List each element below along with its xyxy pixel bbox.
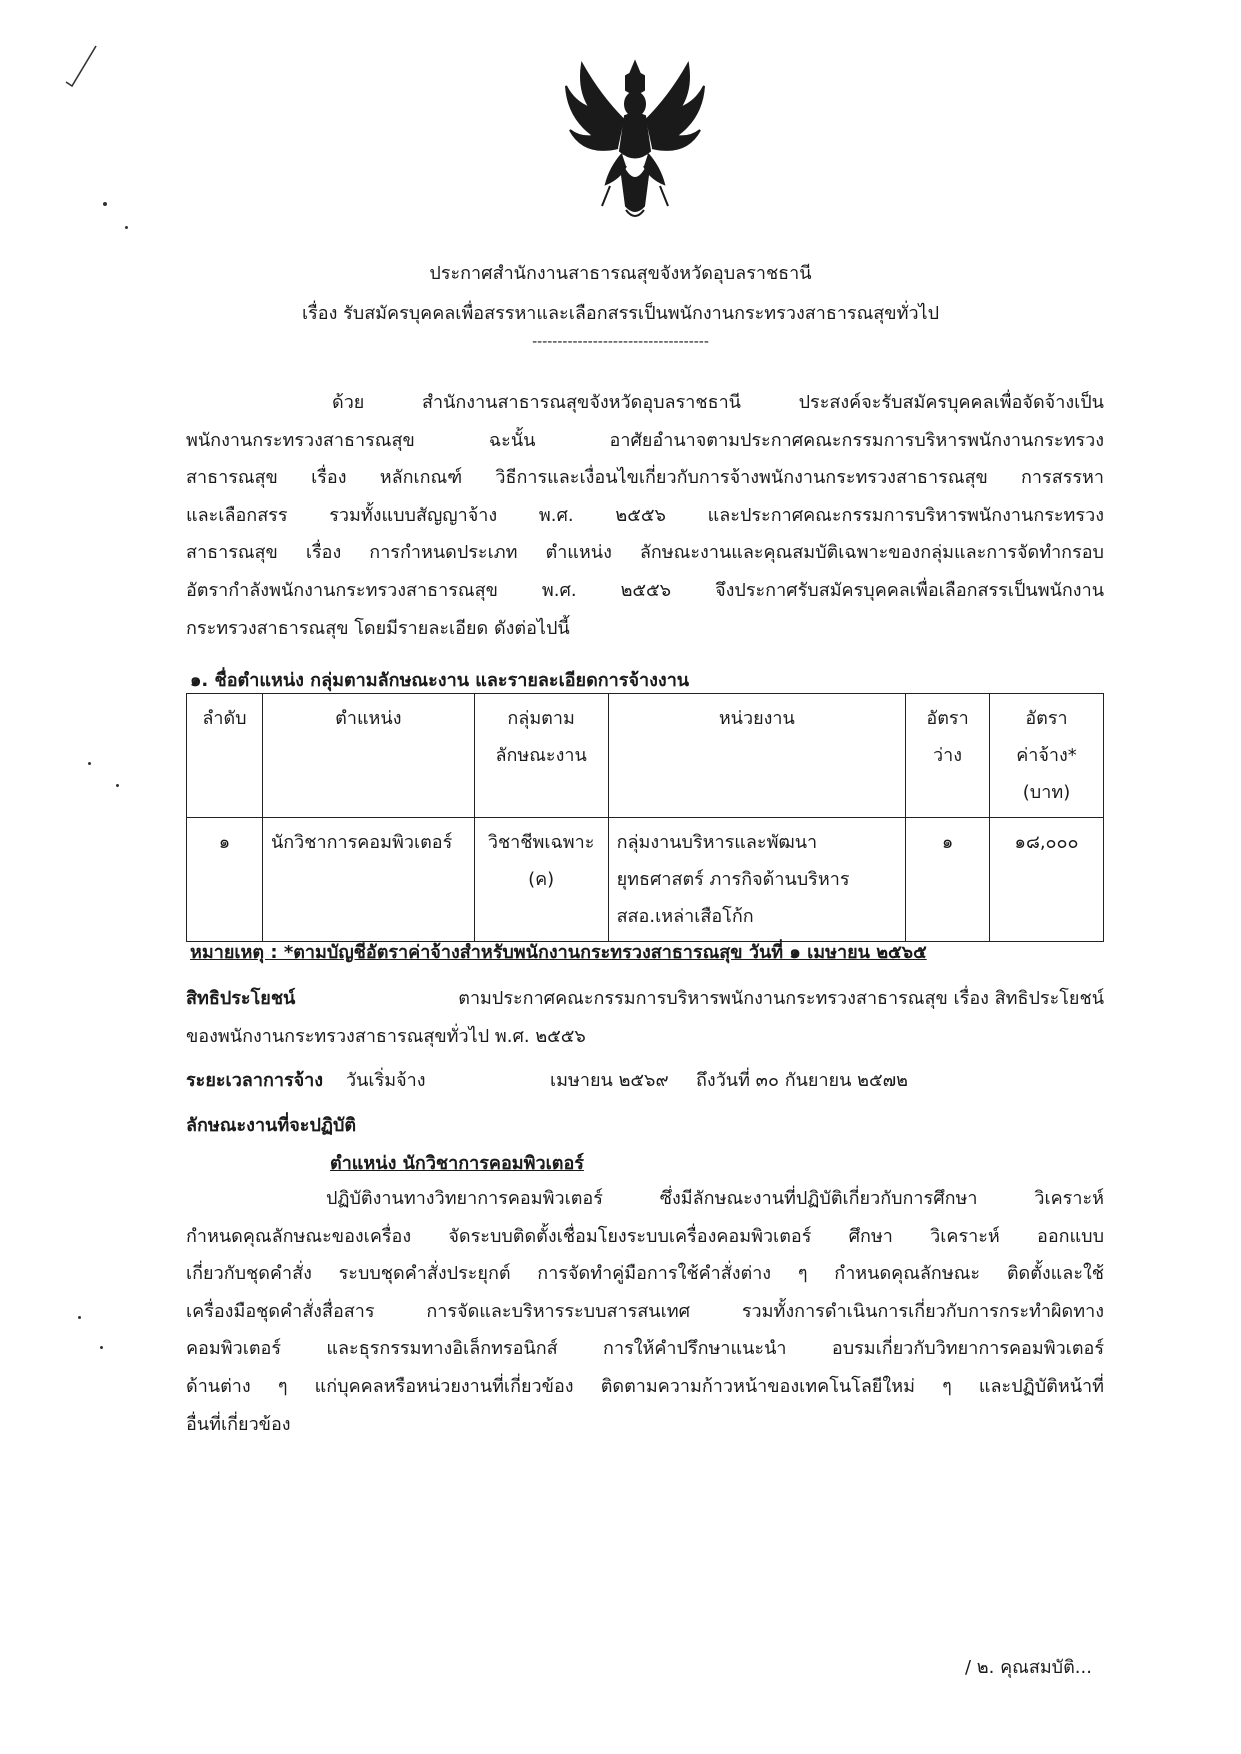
intro-line: พนักงานกระทรวงสาธารณสุข ฉะนั้น อาศัยอำนาจตามประกาศคณะกรรมการบริหารพนักงานกระทรวง	[186, 429, 1104, 451]
intro-line: สาธารณสุข เรื่อง หลักเกณฑ์ วิธีการและเงื่อนไขเกี่ยวกับการจ้างพนักงานกระทรวงสาธารณสุข การสรรหา	[186, 467, 1104, 489]
cell-wage: ๑๘,๐๐๐	[990, 818, 1104, 942]
cell-group: วิชาชีพเฉพาะ (ค)	[474, 818, 608, 942]
col-header-position: ตำแหน่ง	[262, 694, 474, 818]
duties-line: เครื่องมือชุดคำสั่งสื่อสาร การจัดและบริหารระบบสารสนเทศ รวมทั้งการดำเนินการเกี่ยวกับการกระทำผิดทาง	[186, 1300, 1104, 1322]
duties-position-title: ตำแหน่ง นักวิชาการคอมพิวเตอร์	[330, 1153, 584, 1174]
duties-line: ด้านต่าง ๆ แก่บุคคลหรือหน่วยงานที่เกี่ยวข้อง ติดตามความก้าวหน้าของเทคโนโลยีใหม่ ๆ และปฏิบัติหน้าที่	[186, 1375, 1104, 1397]
duties-paragraph	[186, 1180, 1104, 1443]
garuda-emblem-icon	[560, 56, 710, 226]
employment-period	[186, 1065, 1104, 1094]
wage-note: หมายเหตุ : *ตามบัญชีอัตราค่าจ้างสำหรับพนักงานกระทรวงสาธารณสุข วันที่ ๑ เมษายน ๒๕๖๕	[190, 942, 927, 963]
duties-line: ปฏิบัติงานทางวิทยาการคอมพิวเตอร์ ซึ่งมีลักษณะงานที่ปฏิบัติเกี่ยวกับการศึกษา วิเคราะห์	[326, 1188, 1104, 1209]
table-header-row	[187, 694, 1104, 818]
announcement-subject: เรื่อง รับสมัครบุคคลเพื่อสรรหาและเลือกสรรเป็นพนักงานกระทรวงสาธารณสุขทั่วไป	[301, 303, 940, 324]
scan-speck-icon	[100, 1346, 103, 1349]
duties-line: เกี่ยวกับชุดคำสั่ง ระบบชุดคำสั่งประยุกต์ การจัดทำคู่มือการใช้คำสั่งต่าง ๆ กำหนดคุณลักษณะ ติดตั้งและใช้	[186, 1263, 1104, 1285]
pen-check-mark-icon	[60, 42, 100, 92]
col-header-no: ลำดับ	[187, 694, 263, 818]
duties-line: คอมพิวเตอร์ และธุรกรรมทางอิเล็กทรอนิกส์ การให้คำปรึกษาแนะนำ อบรมเกี่ยวกับวิทยาการคอมพิวเตอร์	[186, 1338, 1104, 1360]
intro-line: อัตรากำลังพนักงานกระทรวงสาธารณสุข พ.ศ. ๒๕๕๖ จึงประกาศรับสมัครบุคคลเพื่อเลือกสรรเป็นพนักงาน	[186, 579, 1104, 601]
period-end: ถึงวันที่ ๓๐ กันยายน ๒๕๗๒	[696, 1070, 909, 1091]
table-row	[187, 818, 1104, 942]
scan-speck-icon	[116, 784, 119, 787]
col-header-vacancy: อัตรา ว่าง	[906, 694, 990, 818]
cell-position: นักวิชาการคอมพิวเตอร์	[262, 818, 474, 942]
period-start: เมษายน ๒๕๖๙	[550, 1070, 669, 1091]
announcement-title: ประกาศสำนักงานสาธารณสุขจังหวัดอุบลราชธานี	[429, 263, 812, 284]
period-label: ระยะเวลาการจ้าง	[186, 1070, 324, 1091]
col-header-wage: อัตรา ค่าจ้าง* (บาท)	[990, 694, 1104, 818]
cell-no: ๑	[187, 818, 263, 942]
next-page-marker: / ๒. คุณสมบัติ...	[965, 1657, 1092, 1678]
benefits-label: สิทธิประโยชน์	[186, 988, 296, 1009]
benefits-text-cont: ของพนักงานกระทรวงสาธารณสุขทั่วไป พ.ศ. ๒๕๕๖	[186, 1026, 586, 1047]
header-divider: -----------------------------------	[532, 334, 709, 350]
col-header-unit: หน่วยงาน	[608, 694, 906, 818]
cell-unit: กลุ่มงานบริหารและพัฒนา ยุทธศาสตร์ ภารกิจด้านบริหาร สสอ.เหล่าเสือโก้ก	[608, 818, 906, 942]
benefits-block	[186, 980, 1104, 1056]
scan-speck-icon	[78, 1316, 81, 1319]
intro-line: ด้วย สำนักงานสาธารณสุขจังหวัดอุบลราชธานี ประสงค์จะรับสมัครบุคคลเพื่อจัดจ้างเป็น	[332, 392, 1104, 413]
scan-speck-icon	[88, 762, 91, 765]
intro-line: กระทรวงสาธารณสุข โดยมีรายละเอียด ดังต่อไปนี้	[186, 617, 570, 639]
scan-speck-icon	[103, 202, 107, 206]
scan-speck-icon	[125, 226, 128, 229]
position-table	[186, 693, 1104, 942]
intro-paragraph	[186, 384, 1104, 647]
col-header-group: กลุ่มตาม ลักษณะงาน	[474, 694, 608, 818]
intro-line: และเลือกสรร รวมทั้งแบบสัญญาจ้าง พ.ศ. ๒๕๕๖ และประกาศคณะกรรมการบริหารพนักงานกระทรวง	[186, 504, 1104, 526]
period-start-label: วันเริ่มจ้าง	[346, 1070, 426, 1091]
duties-line: อื่นที่เกี่ยวข้อง	[186, 1413, 291, 1435]
duties-label: ลักษณะงานที่จะปฏิบัติ	[186, 1115, 357, 1136]
cell-vacancy: ๑	[906, 818, 990, 942]
benefits-text: ตามประกาศคณะกรรมการบริหารพนักงานกระทรวงสาธารณสุข เรื่อง สิทธิประโยชน์	[458, 988, 1104, 1009]
section-1-heading: ๑. ชื่อตำแหน่ง กลุ่มตามลักษณะงาน และรายละเอียดการจ้างงาน	[190, 670, 690, 691]
intro-line: สาธารณสุข เรื่อง การกำหนดประเภท ตำแหน่ง ลักษณะงานและคุณสมบัติเฉพาะของกลุ่มและการจัดทำกรอบ	[186, 542, 1104, 564]
duties-line: กำหนดคุณลักษณะของเครื่อง จัดระบบติดตั้งเชื่อมโยงระบบเครื่องคอมพิวเตอร์ ศึกษา วิเคราะห์ ออกแบบ	[186, 1225, 1104, 1247]
